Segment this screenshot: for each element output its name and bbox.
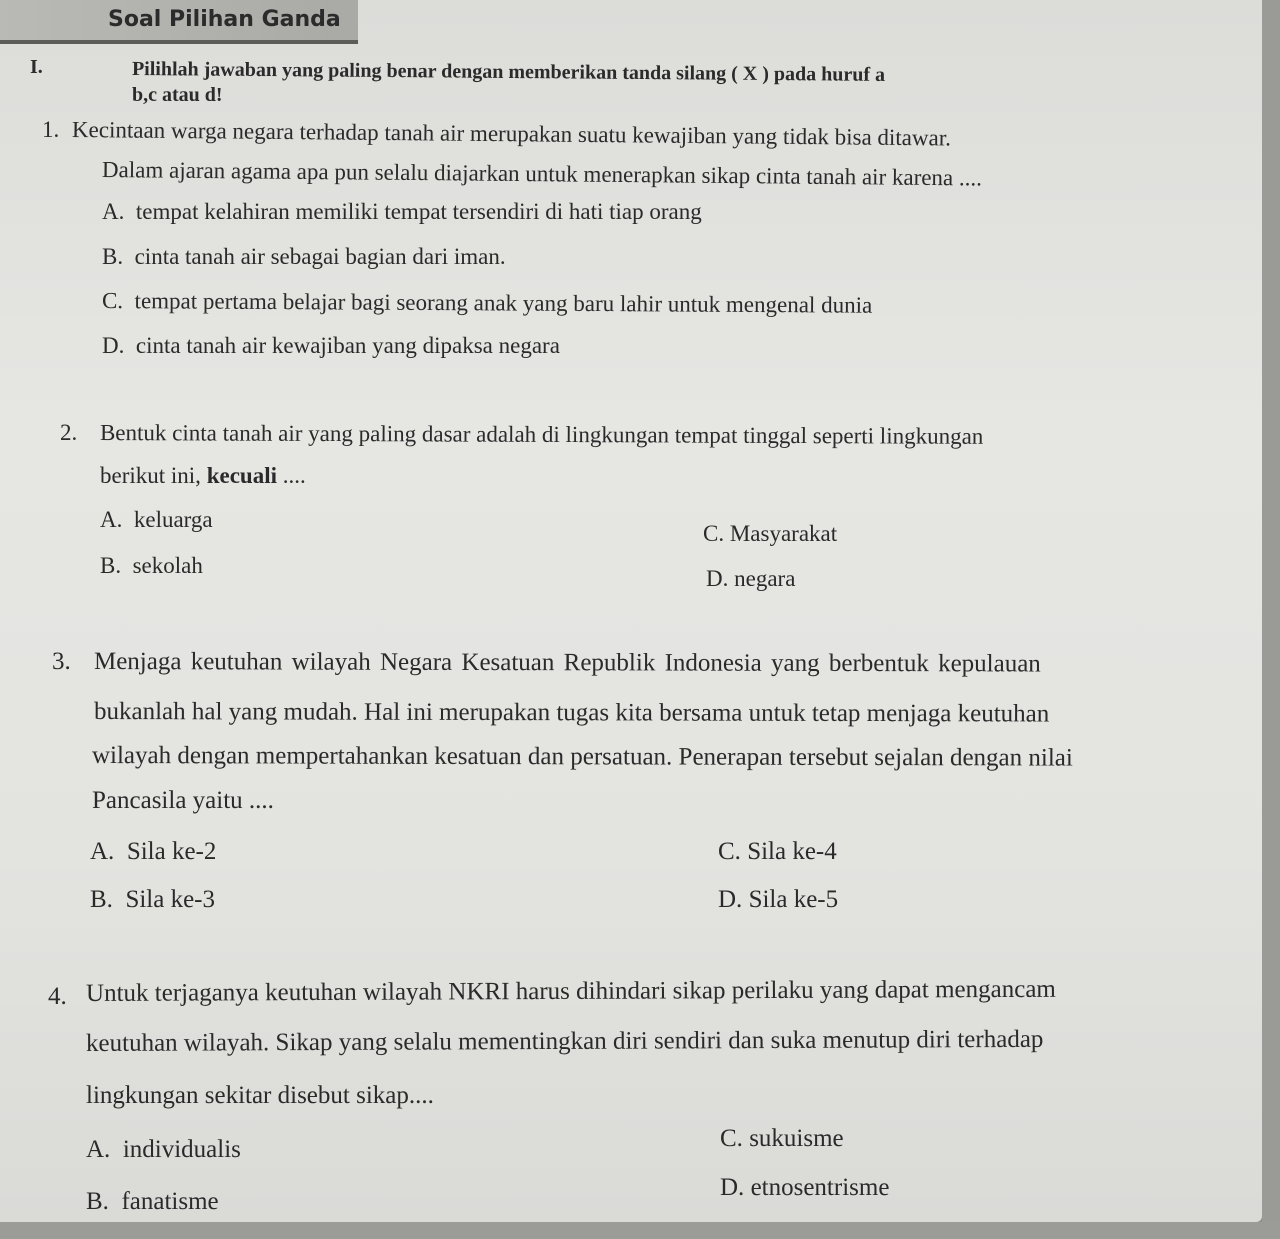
question-1-option-b[interactable] <box>102 244 506 270</box>
option-letter: C. <box>720 1125 743 1152</box>
question-2-number: 2. <box>60 420 78 445</box>
background-edge-bottom <box>0 1222 1280 1239</box>
option-letter: B. <box>86 1188 109 1215</box>
option-text: Masyarakat <box>729 521 838 546</box>
option-letter: C. <box>718 838 741 865</box>
option-letter: D. <box>718 886 743 913</box>
background-edge-right <box>1262 0 1280 1239</box>
instruction-line-1: Pilihlah jawaban yang paling benar dengan memberikan tanda silang ( X ) pada huruf a <box>131 58 886 86</box>
question-4-option-c[interactable] <box>720 1125 844 1153</box>
option-text: Sila ke-4 <box>747 838 837 865</box>
question-1-option-a[interactable] <box>102 199 702 225</box>
question-2-ellipsis: .... <box>276 463 306 488</box>
option-text: keluarga <box>133 507 213 532</box>
question-3-option-a[interactable] <box>90 838 216 866</box>
section-title: Soal Pilihan Ganda <box>108 7 341 32</box>
question-2-line-2 <box>100 463 306 489</box>
option-text: cinta tanah air kewajiban yang dipaksa negara <box>135 333 560 358</box>
instruction-line-2: b,c atau d! <box>132 84 223 106</box>
option-text: etnosentrisme <box>750 1174 890 1201</box>
option-text: Sila ke-5 <box>748 886 839 913</box>
option-text: negara <box>734 566 796 591</box>
option-text: tempat pertama belajar bagi seorang anak yang baru lahir untuk mengenal dunia <box>134 288 873 318</box>
option-text: individualis <box>122 1136 241 1163</box>
question-3-line-1: Menjaga keutuhan wilayah Negara Kesatuan Republik Indonesia yang berbentuk kepulauan <box>93 648 1041 678</box>
question-3-option-d[interactable] <box>718 886 838 914</box>
question-1-option-c[interactable] <box>102 288 872 319</box>
question-3-option-c[interactable] <box>718 838 837 866</box>
question-3-option-b[interactable] <box>90 886 215 914</box>
option-letter: D. <box>706 566 729 591</box>
question-4-line-2: keutuhan wilayah. Sikap yang selalu mementingkan diri sendiri dan suka menutup diri terhadap <box>85 1025 1044 1057</box>
question-4-option-b[interactable] <box>86 1188 219 1216</box>
option-text: Sila ke-2 <box>126 838 217 865</box>
option-letter: B. <box>90 886 113 913</box>
option-letter: D. <box>102 333 125 358</box>
question-2-text: berikut ini, <box>100 463 207 488</box>
option-text: Sila ke-3 <box>125 886 216 913</box>
option-letter: A. <box>102 199 125 224</box>
option-letter: D. <box>720 1174 745 1201</box>
option-text: sukuisme <box>749 1125 844 1152</box>
option-text: sekolah <box>132 553 203 578</box>
section-banner <box>0 0 358 44</box>
instruction-numeral: I. <box>30 56 43 78</box>
question-4-line-1: Untuk terjaganya keutuhan wilayah NKRI harus dihindari sikap perilaku yang dapat mengancam <box>85 975 1056 1007</box>
option-letter: A. <box>86 1136 111 1163</box>
option-text: fanatisme <box>121 1188 219 1215</box>
question-3-line-3: wilayah dengan mempertahankan kesatuan dan persatuan. Penerapan tersebut sejalan dengan nilai <box>91 742 1073 772</box>
option-letter: A. <box>100 507 123 532</box>
question-2-option-b[interactable] <box>100 553 203 579</box>
option-text: cinta tanah air sebagai bagian dari iman. <box>134 244 506 269</box>
question-3-number: 3. <box>52 648 71 675</box>
question-2-line-1: Bentuk cinta tanah air yang paling dasar adalah di lingkungan tempat tinggal seperti lingkungan <box>99 420 984 449</box>
question-1-number: 1. <box>42 117 60 142</box>
question-4-option-a[interactable] <box>86 1136 241 1164</box>
question-1-line-1: Kecintaan warga negara terhadap tanah air merupakan suatu kewajiban yang tidak bisa ditawar. <box>71 117 952 151</box>
option-text: tempat kelahiran memiliki tempat tersendiri di hati tiap orang <box>135 199 702 224</box>
question-2-emphasis: kecuali <box>206 463 277 488</box>
question-3-line-4: Pancasila yaitu .... <box>92 787 274 814</box>
option-letter: C. <box>101 288 124 314</box>
option-letter: B. <box>102 244 124 269</box>
question-3-line-2: bukanlah hal yang mudah. Hal ini merupakan tugas kita bersama untuk tetap menjaga keutuhan <box>93 698 1050 728</box>
question-4-number: 4. <box>48 983 67 1010</box>
question-1-line-2: Dalam ajaran agama apa pun selalu diajarkan untuk menerapkan sikap cinta tanah air karena .... <box>101 157 983 191</box>
question-4-option-d[interactable] <box>720 1174 889 1202</box>
option-letter: A. <box>90 838 115 865</box>
option-letter: C. <box>703 521 725 546</box>
question-2-option-c[interactable] <box>703 521 837 547</box>
question-2-option-d[interactable] <box>706 566 795 592</box>
question-1-option-d[interactable] <box>102 333 560 359</box>
question-4-line-3: lingkungan sekitar disebut sikap.... <box>86 1082 434 1109</box>
option-letter: B. <box>100 553 122 578</box>
question-2-option-a[interactable] <box>100 507 213 533</box>
